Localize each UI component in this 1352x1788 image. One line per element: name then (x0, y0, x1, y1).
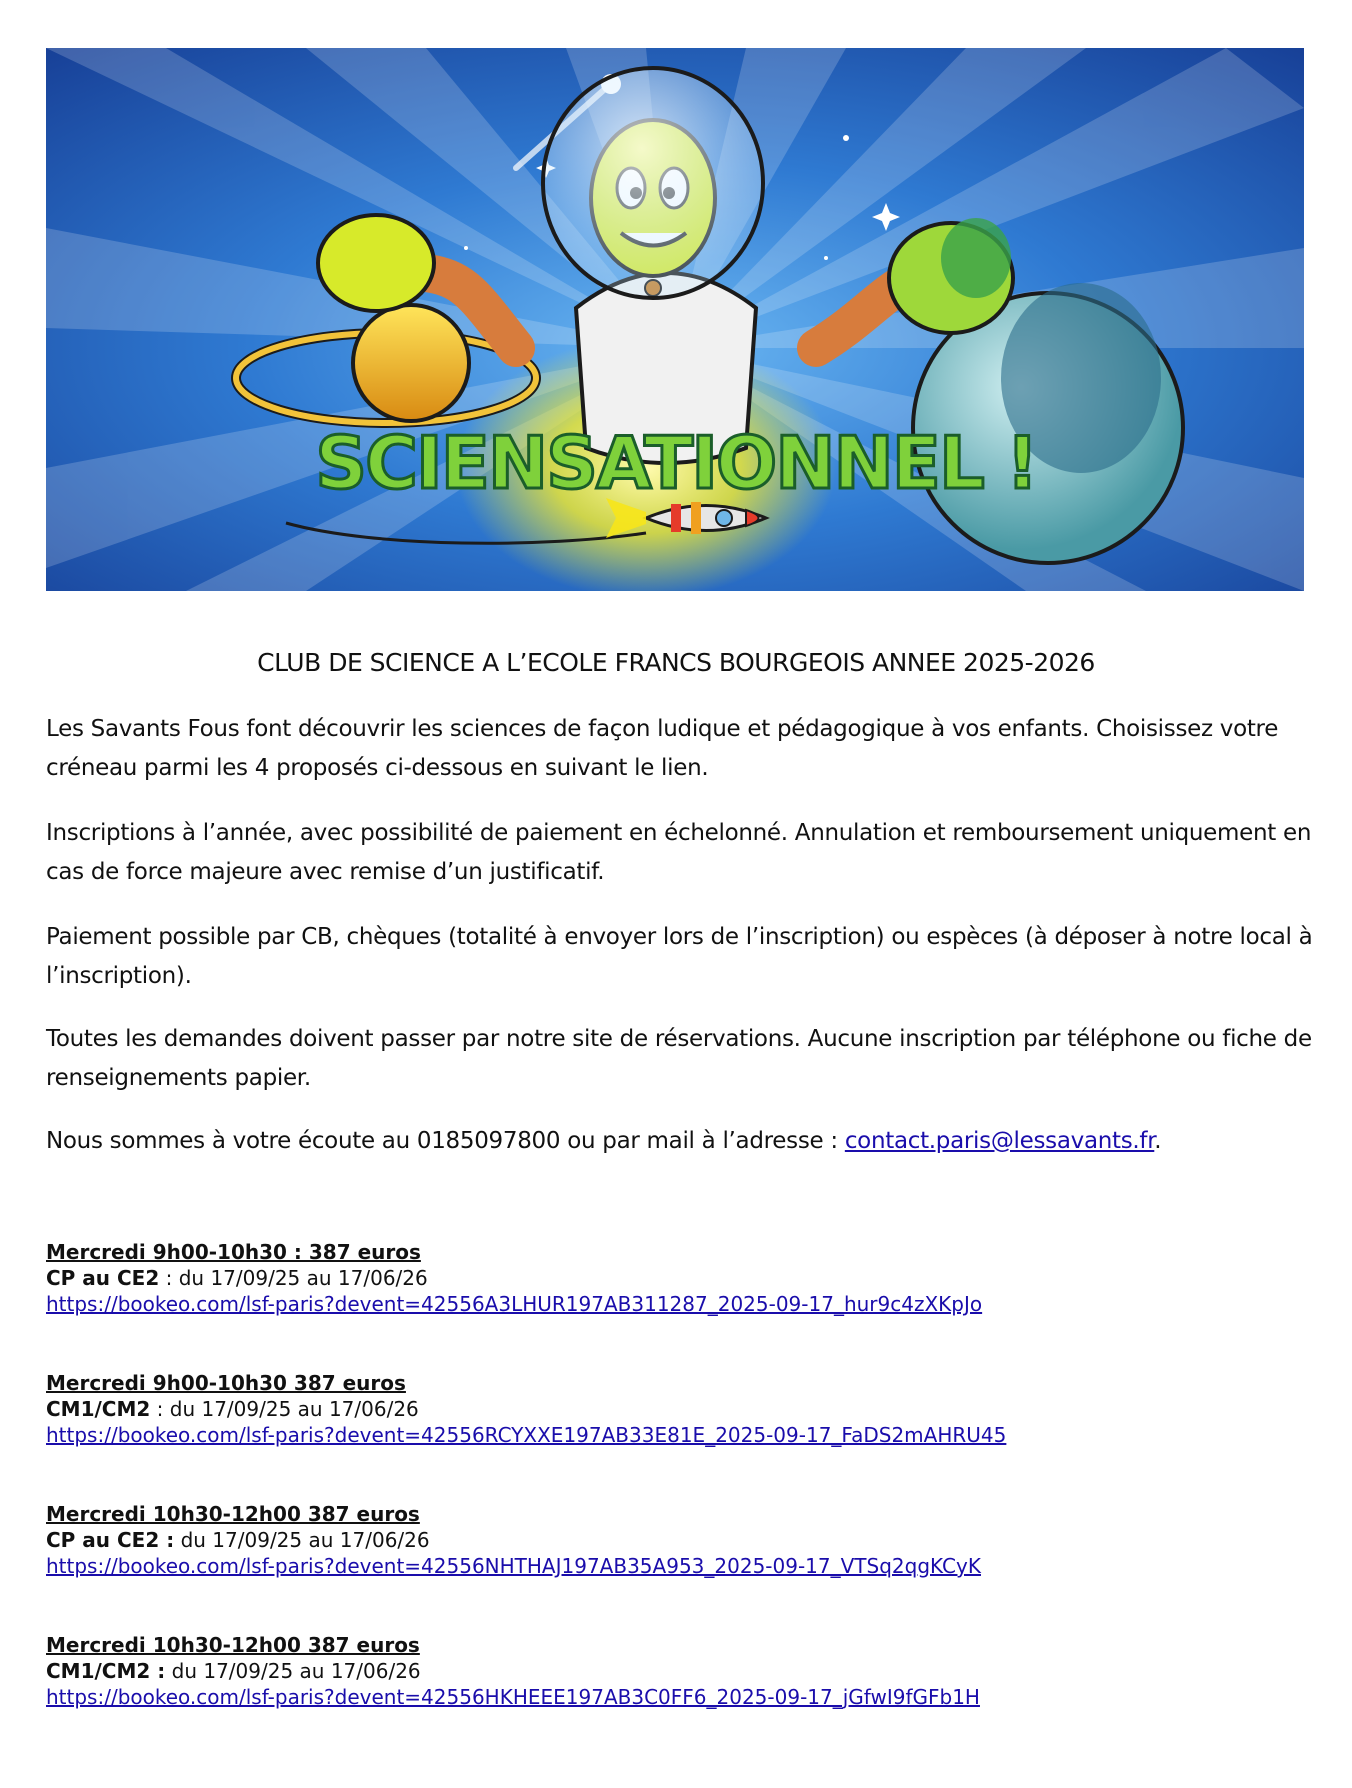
banner-logo-text: SCIENSATIONNEL ! (315, 421, 1037, 505)
slot-heading: Mercredi 9h00-10h30 387 euros (46, 1371, 406, 1395)
payment-paragraph: Paiement possible par CB, chèques (totalité à envoyer lors de l’inscription) ou espèces (à déposer à notre local à l’inscription). (46, 924, 1313, 989)
slot-level: CM1/CM2 (46, 1397, 151, 1421)
slot-heading: Mercredi 10h30-12h00 387 euros (46, 1502, 420, 1526)
slot-details (46, 1396, 1316, 1422)
slot-details (46, 1658, 1316, 1684)
slot-dates: du 17/09/25 au 17/06/26 (165, 1659, 421, 1683)
slot-heading: Mercredi 10h30-12h00 387 euros (46, 1633, 420, 1657)
slot-level: CM1/CM2 : (46, 1659, 166, 1683)
slot-dates: : du 17/09/25 au 17/06/26 (159, 1266, 428, 1290)
slot-dates: du 17/09/25 au 17/06/26 (174, 1528, 430, 1552)
slot-booking-link[interactable]: https://bookeo.com/lsf-paris?devent=42556HKHEEE197AB3C0FF6_2025-09-17_jGfwI9fGFb1H (46, 1685, 980, 1709)
booking-paragraph: Toutes les demandes doivent passer par notre site de réservations. Aucune inscription par téléphone ou fiche de renseignements papier. (46, 1026, 1312, 1091)
intro-paragraph: Les Savants Fous font découvrir les sciences de façon ludique et pédagogique à vos enfants. Choisissez votre créneau parmi les 4 proposés ci-dessous en suivant le lien. (46, 716, 1279, 781)
slot-details (46, 1265, 1316, 1291)
page-title: CLUB DE SCIENCE A L’ECOLE FRANCS BOURGEOIS ANNEE 2025-2026 (257, 648, 1095, 677)
slot-2 (46, 1371, 1316, 1448)
slot-4 (46, 1633, 1316, 1710)
slot-level: CP au CE2 (46, 1266, 160, 1290)
banner-image (46, 48, 1304, 591)
banner-logo (315, 421, 1037, 505)
slot-level: CP au CE2 : (46, 1528, 175, 1552)
registration-paragraph: Inscriptions à l’année, avec possibilité de paiement en échelonné. Annulation et remboursement uniquement en cas de force majeure avec remise d’un justificatif. (46, 820, 1312, 885)
slot-heading: Mercredi 9h00-10h30 : 387 euros (46, 1240, 421, 1264)
contact-text: Nous sommes à votre écoute au 0185097800 ou par mail à l’adresse : (46, 1128, 845, 1154)
slot-booking-link[interactable]: https://bookeo.com/lsf-paris?devent=42556RCYXXE197AB33E81E_2025-09-17_FaDS2mAHRU45 (46, 1423, 1007, 1447)
contact-suffix: . (1154, 1128, 1162, 1154)
slot-details (46, 1527, 1316, 1553)
slot-dates: : du 17/09/25 au 17/06/26 (150, 1397, 419, 1421)
slot-3 (46, 1502, 1316, 1579)
slot-booking-link[interactable]: https://bookeo.com/lsf-paris?devent=42556A3LHUR197AB311287_2025-09-17_hur9c4zXKpJo (46, 1292, 983, 1316)
slot-booking-link[interactable]: https://bookeo.com/lsf-paris?devent=42556NHTHAJ197AB35A953_2025-09-17_VTSq2qgKCyK (46, 1554, 981, 1578)
slot-1 (46, 1240, 1316, 1317)
contact-email-link[interactable]: contact.paris@lessavants.fr (844, 1128, 1155, 1154)
banner-illustration (46, 48, 1304, 591)
contact-paragraph (46, 1122, 1316, 1161)
